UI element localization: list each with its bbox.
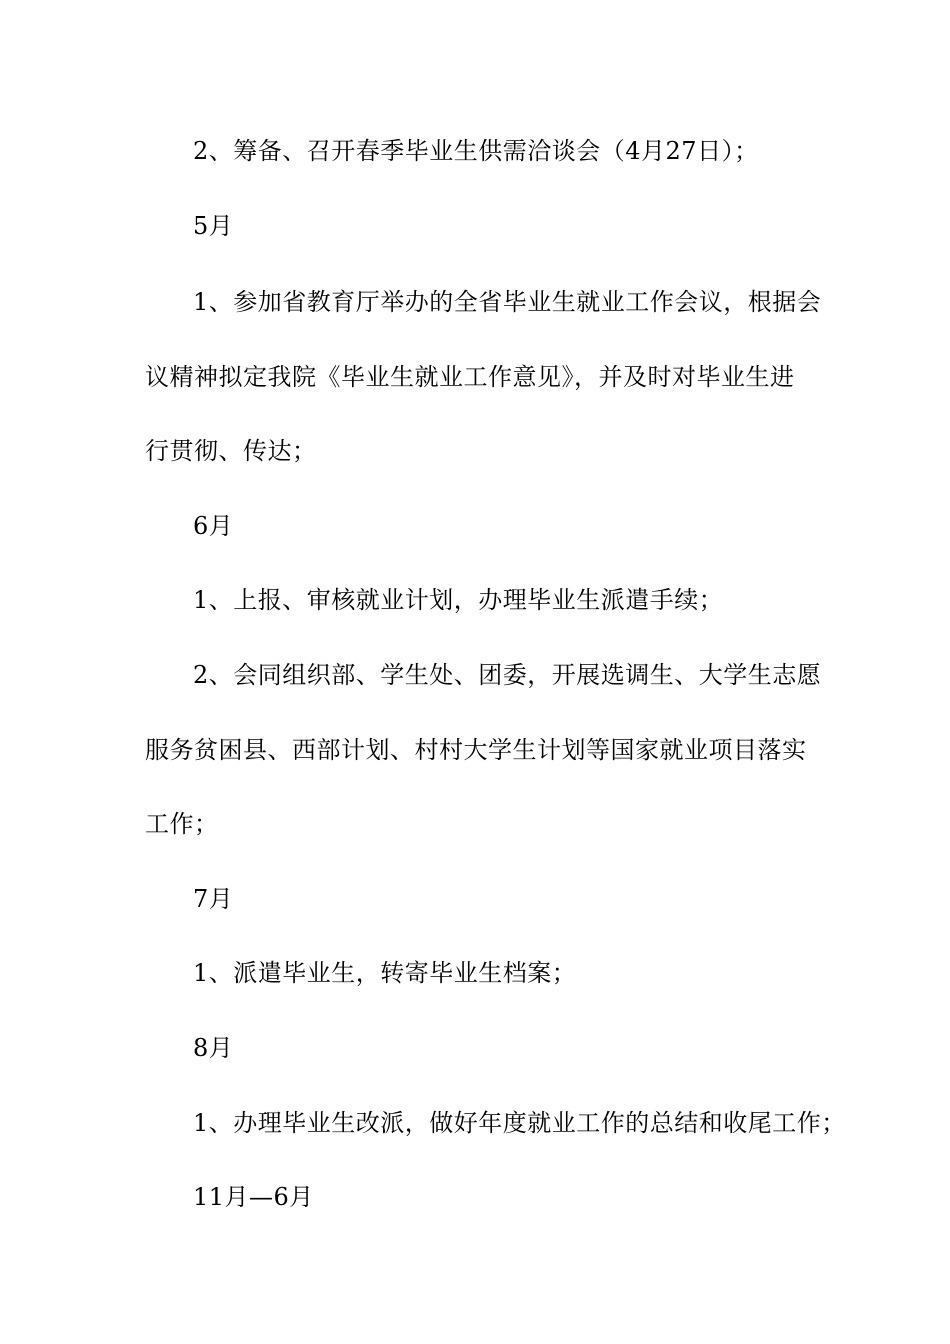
month-heading: 11月—6月 xyxy=(193,1183,314,1211)
paragraph-line: 1、参加省教育厅举办的全省毕业生就业工作会议，根据会 xyxy=(193,288,822,316)
paragraph-line: 2、会同组织部、学生处、团委，开展选调生、大学生志愿 xyxy=(193,661,822,689)
month-heading: 5月 xyxy=(193,212,234,240)
paragraph-line: 服务贫困县、西部计划、村村大学生计划等国家就业项目落实 xyxy=(145,736,807,764)
month-heading: 6月 xyxy=(193,512,234,540)
month-heading: 7月 xyxy=(193,885,234,913)
paragraph-line: 1、派遣毕业生，转寄毕业生档案； xyxy=(193,959,577,987)
month-heading: 8月 xyxy=(193,1034,234,1062)
paragraph-line: 2、筹备、召开春季毕业生供需洽谈会（4月27日）； xyxy=(193,137,759,165)
paragraph-line: 行贯彻、传达； xyxy=(145,437,317,465)
paragraph-line: 1、上报、审核就业计划，办理毕业生派遣手续； xyxy=(193,586,724,614)
paragraph-line: 1、办理毕业生改派，做好年度就业工作的总结和收尾工作； xyxy=(193,1109,846,1137)
paragraph-line: 工作； xyxy=(145,810,219,838)
paragraph-line: 议精神拟定我院《毕业生就业工作意见》，并及时对毕业生进 xyxy=(145,363,795,391)
